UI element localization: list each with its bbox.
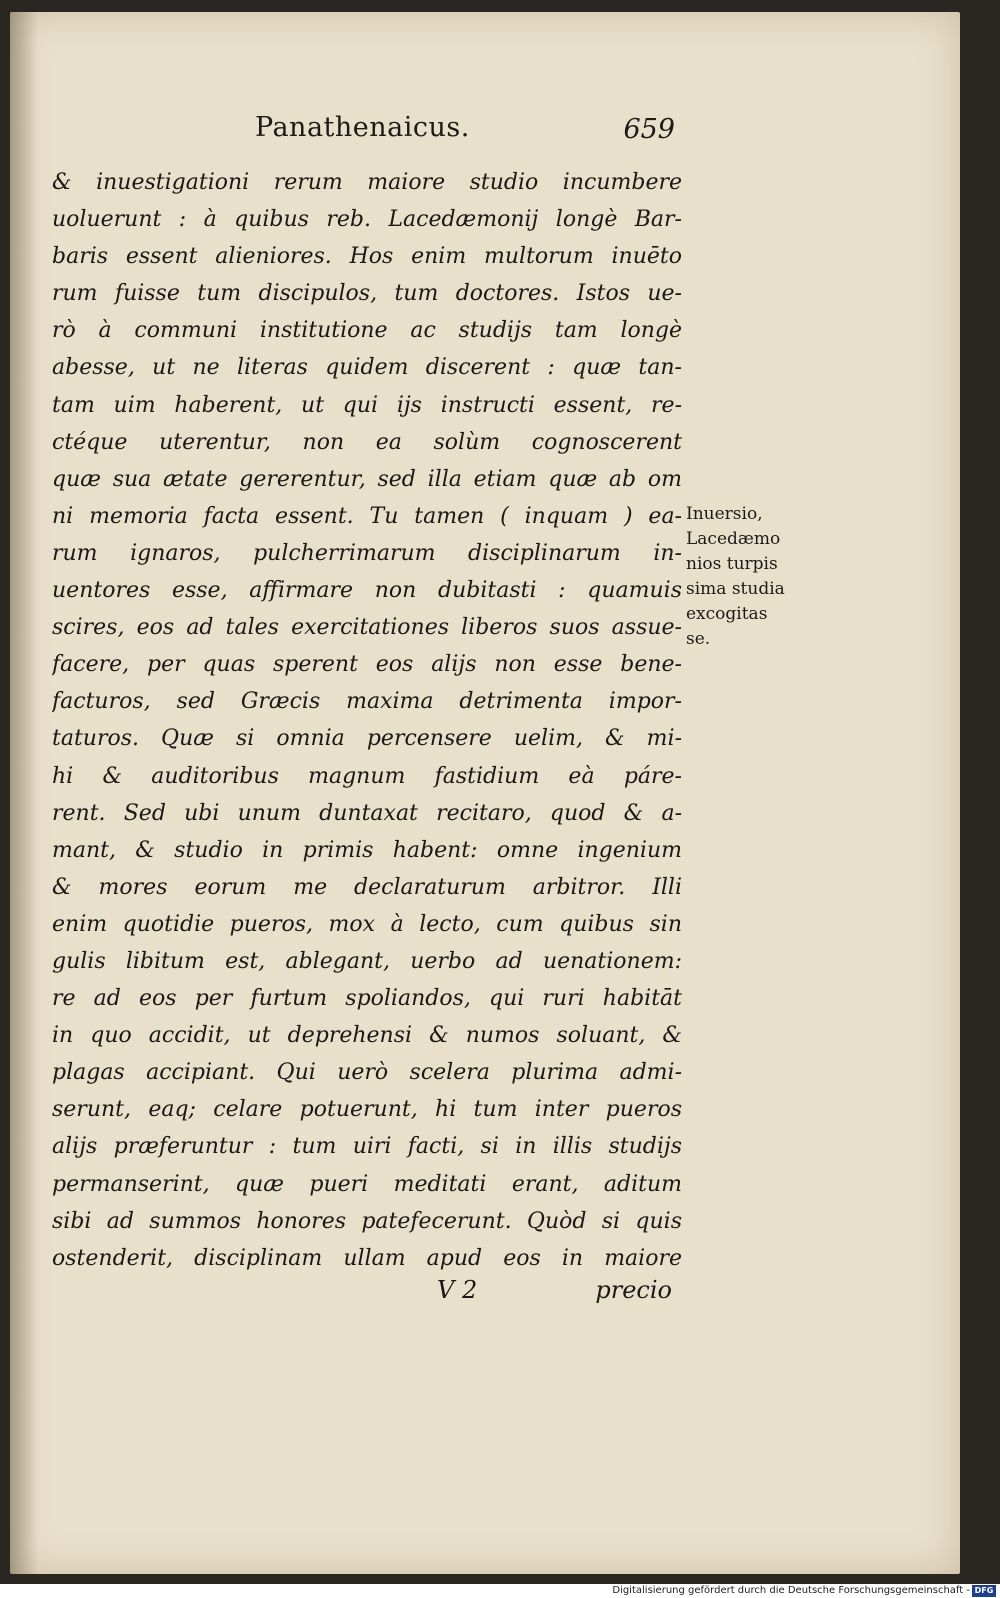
text-line: mant, & studio in primis habent: omne ingenium: [52, 837, 682, 863]
scan-footer: [0, 1584, 1000, 1598]
text-line: rum ignaros, pulcherrimarum disciplinarum in-: [52, 540, 682, 566]
running-head: [255, 112, 675, 156]
text-line: taturos. Quæ si omnia percensere uelim, & mi-: [52, 726, 682, 752]
running-title: Panathenaicus.: [255, 112, 470, 143]
text-line: baris essent alieniores. Hos enim multorum inuēto: [52, 244, 682, 270]
text-line: & mores eorum me declaraturum arbitror. Illi: [52, 874, 682, 900]
funding-credit: Digitalisierung gefördert durch die Deutsche Forschungsgemeinschaft -: [612, 1585, 970, 1596]
dfg-logo-icon: DFG: [972, 1585, 996, 1597]
text-line: facturos, sed Græcis maxima detrimenta impor-: [52, 689, 682, 715]
text-line: gulis libitum est, ablegant, uerbo ad uenationem:: [52, 948, 682, 974]
text-line: rent. Sed ubi unum duntaxat recitaro, quod & a-: [52, 800, 682, 826]
text-line: ni memoria facta essent. Tu tamen ( inquam ) ea-: [52, 503, 682, 529]
body-text: [52, 164, 682, 1277]
page-gutter-shadow: [10, 12, 38, 1574]
text-line: hi & auditoribus magnum fastidium eà páre-: [52, 763, 682, 789]
text-line: rò à communi institutione ac studijs tam longè: [52, 318, 682, 344]
text-line: rum fuisse tum discipulos, tum doctores. Istos ue-: [52, 281, 682, 307]
text-line: quæ sua ætate gererentur, sed illa etiam quæ ab om: [52, 466, 682, 492]
marginal-note-line: excogitas: [686, 604, 768, 624]
text-line: re ad eos per furtum spoliandos, qui ruri habitāt: [52, 986, 682, 1012]
text-line: uoluerunt : à quibus reb. Lacedæmonij longè Bar-: [52, 207, 682, 233]
text-line: scires, eos ad tales exercitationes liberos suos assue-: [52, 615, 682, 641]
text-line: abesse, ut ne literas quidem discerent : quæ tan-: [52, 355, 682, 381]
marginal-note-line: Lacedæmo: [686, 529, 781, 549]
text-line: plagas accipiant. Qui uerò scelera plurima admi-: [52, 1060, 682, 1086]
text-line: & inuestigationi rerum maiore studio incumbere: [52, 170, 682, 195]
catchword: precio: [595, 1276, 672, 1304]
text-line: alijs præferuntur : tum uiri facti, si in illis studijs: [52, 1134, 682, 1160]
direction-line: [52, 1276, 682, 1316]
text-line: enim quotidie pueros, mox à lecto, cum quibus sin: [52, 911, 682, 937]
text-line: serunt, eaq; celare potuerunt, hi tum inter pueros: [52, 1097, 682, 1123]
signature-mark: V 2: [437, 1276, 478, 1304]
page-number: 659: [623, 114, 675, 145]
text-line: permanserint, quæ pueri meditati erant, aditum: [52, 1171, 682, 1197]
text-line: ostenderit, disciplinam ullam apud eos in maiore: [52, 1245, 682, 1271]
marginal-note-line: nios turpis: [686, 554, 778, 574]
text-line: in quo accidit, ut deprehensi & numos soluant, &: [52, 1023, 682, 1049]
marginal-note-line: Inuersio,: [686, 504, 763, 524]
text-line: uentores esse, affirmare non dubitasti : quamuis: [52, 578, 682, 604]
text-line: tam uim haberent, ut qui ijs instructi essent, re-: [52, 392, 682, 418]
text-line: facere, per quas sperent eos alijs non esse bene-: [52, 652, 682, 678]
book-page: [10, 12, 960, 1574]
text-line: ctéque uterentur, non ea solùm cognoscerent: [52, 429, 682, 455]
marginal-note-line: sima studia: [686, 579, 785, 599]
marginal-note: [686, 502, 836, 652]
text-line: sibi ad summos honores patefecerunt. Quòd si quis: [52, 1208, 682, 1234]
marginal-note-line: se.: [686, 629, 711, 649]
